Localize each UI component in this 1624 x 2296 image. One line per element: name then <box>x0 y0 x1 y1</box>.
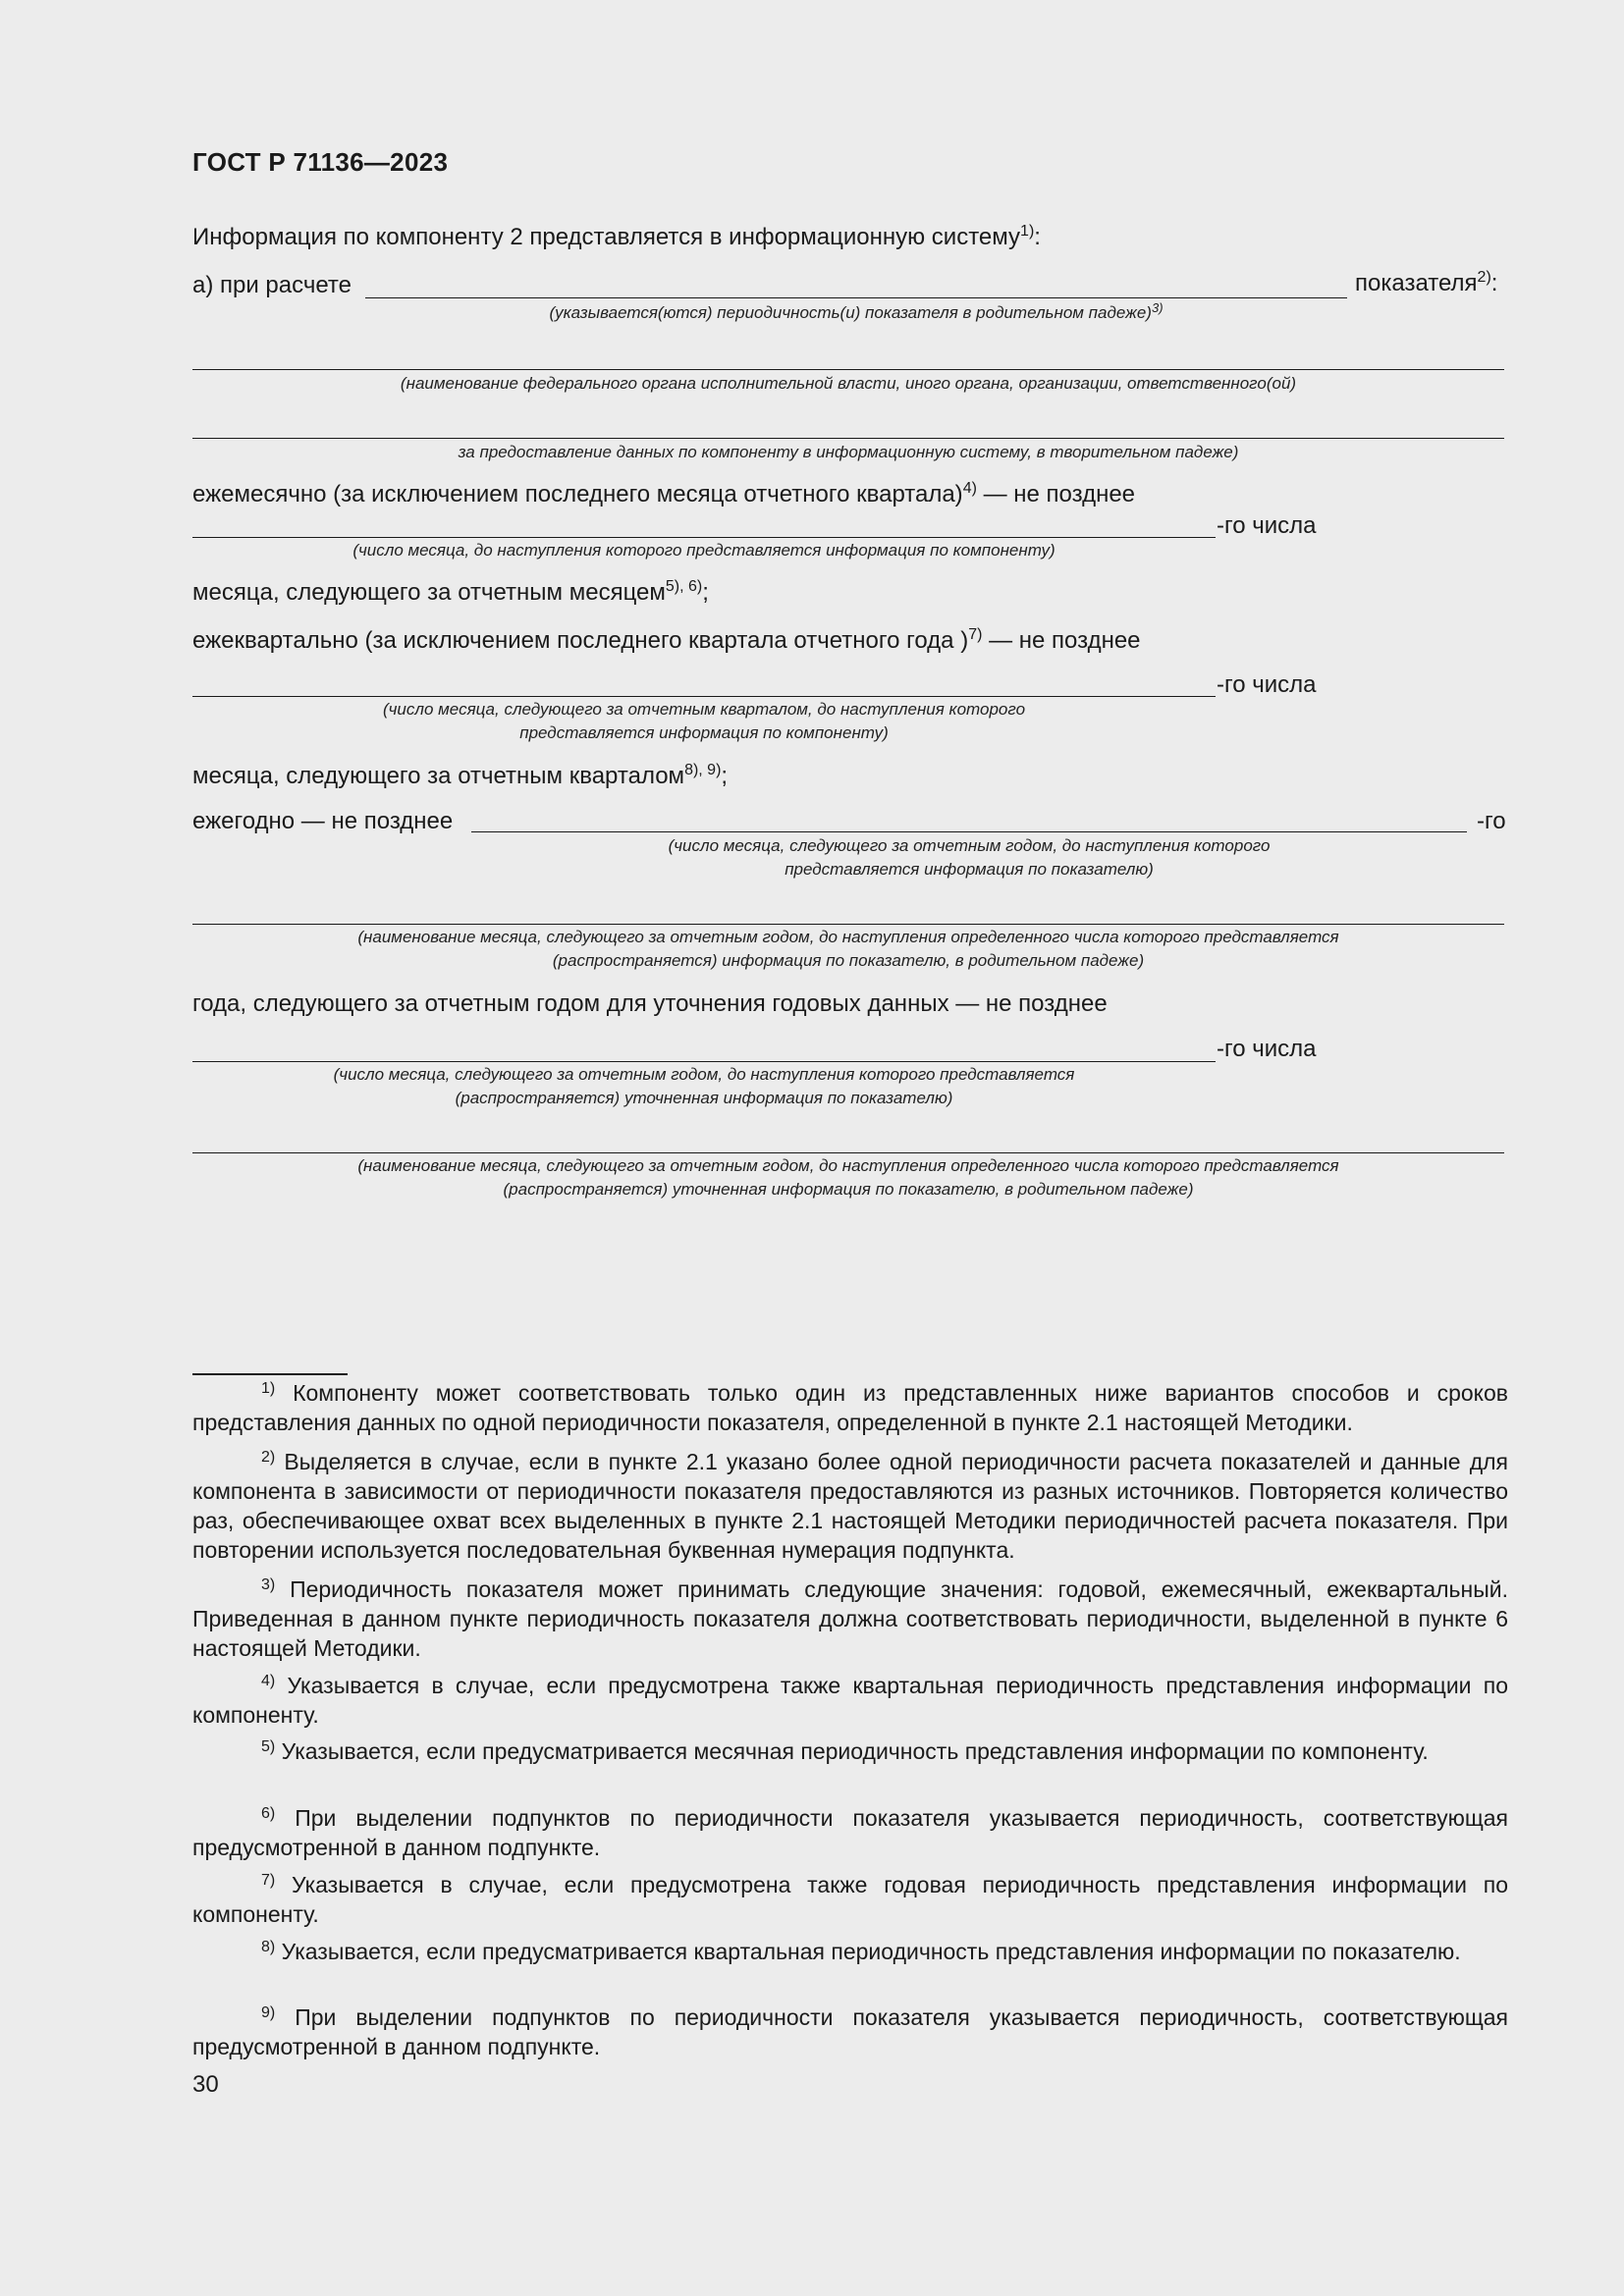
quarter-next-text: месяца, следующего за отчетным кварталом <box>192 763 685 789</box>
item-a-suffix-text: показателя <box>1355 270 1478 296</box>
monthly-tail: — не позднее <box>976 481 1136 507</box>
footnote-mark: 9) <box>261 2004 276 2021</box>
hint-refined-month-line1: (наименование месяца, следующего за отчетным годом, до наступления определенного числа которого представляется <box>357 1156 1339 1175</box>
hint-year-month <box>192 926 1504 973</box>
month-next-tail: ; <box>702 579 709 606</box>
footnote-text: Указывается, если предусматривается квартальная периодичность представления информации по показателю. <box>281 1939 1461 1964</box>
quarterly-tail: — не позднее <box>982 627 1141 654</box>
footnote-ref: 1) <box>1020 223 1035 240</box>
footnote-1 <box>192 1378 1508 1437</box>
footnote-text: Указывается в случае, если предусмотрена также квартальная периодичность представления информации по компоненту. <box>192 1673 1509 1728</box>
hint-year-day-line1: (число месяца, следующего за отчетным годом, до наступления которого <box>668 836 1271 855</box>
hint-quarter-day <box>192 698 1216 745</box>
footnote-7 <box>192 1870 1508 1929</box>
footnote-text: Периодичность показателя может принимать следующие значения: годовой, ежемесячный, ежеквартальный. Приведенная в данном пункте периодичность показателя должна соответствовать периодичности, выделенной в пункте 6 настоящей Методики. <box>192 1576 1509 1661</box>
footnote-ref: 3) <box>1151 300 1164 315</box>
footnote-2 <box>192 1447 1508 1565</box>
footnote-ref: 2) <box>1477 269 1491 286</box>
yearly-day-blank <box>471 831 1467 832</box>
hint-authority: (наименование федерального органа исполнительной власти, иного органа, организации, ответственного(ой) <box>400 374 1297 393</box>
item-a-suffix-tail: : <box>1490 270 1498 296</box>
hint-year-month-line1: (наименование месяца, следующего за отчетным годом, до наступления определенного числа которого представляется <box>357 928 1339 946</box>
yearly-suffix: -го <box>1477 808 1506 834</box>
footnote-ref: 8), 9) <box>684 762 722 778</box>
footnote-ref: 4) <box>962 480 977 497</box>
footnote-mark: 4) <box>261 1673 276 1689</box>
monthly-line <box>192 481 1135 508</box>
go-chisla-label: -го числа <box>1217 671 1317 698</box>
monthly-text: ежемесячно (за исключением последнего месяца отчетного квартала) <box>192 481 963 507</box>
yearly-prefix: ежегодно — не позднее <box>192 808 454 834</box>
footnote-text: При выделении подпунктов по периодичности показателя указывается периодичность, соответствующая предусмотренной в данном подпункте. <box>192 2004 1508 2059</box>
hint-year-month-line2: (распространяется) информация по показателю, в родительном падеже) <box>552 951 1145 970</box>
intro-tail: : <box>1034 224 1041 250</box>
responsible-blank <box>192 438 1504 439</box>
hint-year-day <box>471 834 1467 881</box>
hint-refined-month <box>192 1154 1504 1201</box>
month-next-text: месяца, следующего за отчетным месяцем <box>192 579 666 606</box>
footnote-mark: 5) <box>261 1738 276 1755</box>
year-month-blank <box>192 924 1504 925</box>
page-number: 30 <box>192 2071 219 2098</box>
intro-line <box>192 224 1041 251</box>
footnote-6 <box>192 1803 1508 1862</box>
periodicity-blank <box>365 297 1347 298</box>
footnote-mark: 1) <box>261 1380 276 1397</box>
intro-text: Информация по компоненту 2 представляется в информационную систему <box>192 224 1021 250</box>
footnote-ref: 5), 6) <box>665 578 703 595</box>
footnote-text: Указывается в случае, если предусмотрена также годовая периодичность представления информации по компоненту. <box>192 1872 1508 1927</box>
footnote-9 <box>192 2002 1508 2061</box>
quarterly-day-blank <box>192 696 1216 697</box>
footnote-mark: 6) <box>261 1805 276 1822</box>
footnote-ref: 7) <box>968 626 983 643</box>
footnote-3 <box>192 1575 1508 1663</box>
footnote-separator <box>192 1373 348 1375</box>
year-next-line: года, следующего за отчетным годом для уточнения годовых данных — не позднее <box>192 990 1108 1017</box>
footnote-text: При выделении подпунктов по периодичности показателя указывается периодичность, соответствующая предусмотренной в данном подпункте. <box>192 1805 1508 1860</box>
hint-refined-day <box>192 1063 1216 1110</box>
footnote-mark: 7) <box>261 1872 276 1889</box>
authority-blank <box>192 369 1504 370</box>
hint-refined-day-line1: (число месяца, следующего за отчетным годом, до наступления которого представляется <box>333 1065 1075 1084</box>
quarterly-line <box>192 627 1141 655</box>
hint-month-day: (число месяца, до наступления которого представляется информация по компоненту) <box>352 541 1056 560</box>
footnote-text: Компоненту может соответствовать только один из представленных ниже вариантов способов и сроков представления данных по одной периодичности показателя, определенной в пункте 2.1 настоящей Методики. <box>192 1380 1509 1435</box>
document-code: ГОСТ Р 71136—2023 <box>192 147 449 177</box>
footnote-8 <box>192 1937 1508 1966</box>
hint-year-day-line2: представляется информация по показателю) <box>785 860 1154 879</box>
footnote-mark: 2) <box>261 1449 276 1466</box>
quarterly-text: ежеквартально (за исключением последнего квартала отчетного года ) <box>192 627 969 654</box>
month-next-line <box>192 579 709 607</box>
hint-refined-month-line2: (распространяется) уточненная информация по показателю, в родительном падеже) <box>503 1180 1194 1199</box>
item-a-suffix <box>1355 270 1497 297</box>
hint-periodicity-text: (указывается(ются) периодичность(и) показателя в родительном падеже) <box>549 303 1152 322</box>
footnote-text: Выделяется в случае, если в пункте 2.1 указано более одной периодичности расчета показателей и данные для компонента в зависимости от периодичности показателя предоставляются из разных источников. Повторяется количество раз, обеспечивающее охват всех выделенных в пункте 2.1 настоящей Методики периодичностей расчета показателя. При повторении используется последовательная буквенная нумерация подпункта. <box>192 1449 1508 1563</box>
footnote-4 <box>192 1671 1508 1730</box>
hint-periodicity <box>365 301 1347 325</box>
hint-refined-day-line2: (распространяется) уточненная информация по показателю) <box>455 1089 953 1107</box>
quarter-next-tail: ; <box>721 763 729 789</box>
go-chisla-label: -го числа <box>1217 1036 1317 1062</box>
refined-day-blank <box>192 1061 1216 1062</box>
monthly-day-blank <box>192 537 1216 538</box>
footnote-5 <box>192 1736 1508 1766</box>
go-chisla-label: -го числа <box>1217 512 1317 539</box>
footnote-text: Указывается, если предусматривается месячная периодичность представления информации по компоненту. <box>281 1738 1429 1764</box>
hint-responsible: за предоставление данных по компоненту в информационную систему, в творительном падеже) <box>458 443 1239 461</box>
quarter-next-line <box>192 763 728 790</box>
footnote-mark: 8) <box>261 1939 276 1955</box>
footnote-mark: 3) <box>261 1576 276 1593</box>
hint-quarter-day-line2: представляется информация по компоненту) <box>519 723 889 742</box>
hint-quarter-day-line1: (число месяца, следующего за отчетным кварталом, до наступления которого <box>382 700 1026 719</box>
item-a-prefix: а) при расчете <box>192 272 352 298</box>
refined-month-blank <box>192 1152 1504 1153</box>
